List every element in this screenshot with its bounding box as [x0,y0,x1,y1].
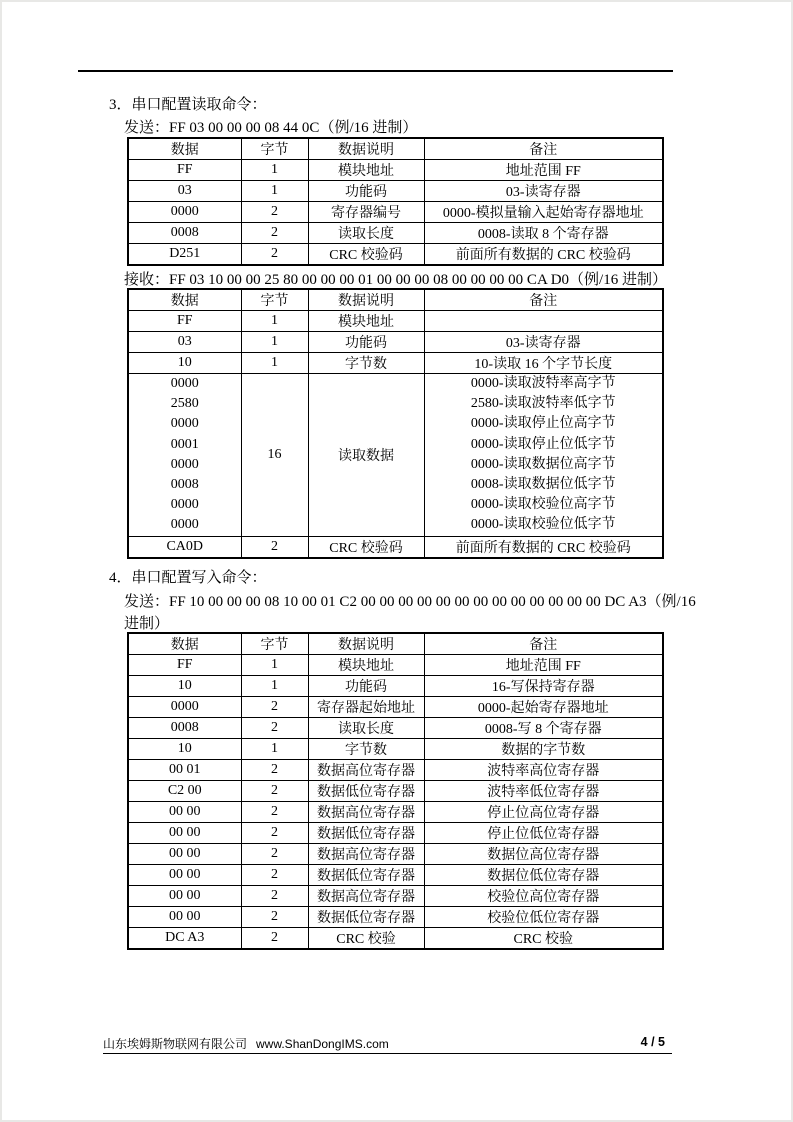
column-header: 数据说明 [308,289,424,311]
table-row [128,244,663,266]
data-value-line: 0001 [170,436,199,452]
table-cell: 2 [241,928,308,950]
table-row [128,907,663,928]
column-header: 数据 [128,289,241,311]
table-cell: 1 [241,676,308,697]
note-line: 0000-读取停止位高字节 [470,416,616,432]
table-cell: CRC 校验 [308,928,424,950]
table-cell: 读取长度 [308,223,424,244]
table-row [128,353,663,374]
table-row [128,223,663,244]
table-cell: 2 [241,781,308,802]
column-header: 字节 [241,289,308,311]
table-cell: 00 00 [128,865,241,886]
table-cell: 2 [241,865,308,886]
table-cell: FF [128,311,241,332]
column-header: 字节 [241,633,308,655]
table-cell: 1 [241,739,308,760]
table-cell: 模块地址 [308,311,424,332]
column-header: 备注 [424,633,663,655]
table-cell: 2 [241,244,308,266]
table-cell: 16-写保持寄存器 [424,676,663,697]
table-cell: 2 [241,760,308,781]
table-cell: 2 [241,536,308,558]
table-cell: 波特率低位寄存器 [424,781,663,802]
table-row [128,760,663,781]
table-cell: 地址范围 FF [424,655,663,676]
table-cell: 03-读寄存器 [424,181,663,202]
table-cell: FF [128,655,241,676]
table-cell: 2 [241,802,308,823]
footer-company-name: 山东埃姆斯物联网有限公司 [103,1037,248,1051]
byte-count-cell: 16 [241,374,308,537]
table-cell: 功能码 [308,332,424,353]
data-value-line: 0000 [170,456,199,472]
table-cell: 模块地址 [308,160,424,181]
table-cell: 模块地址 [308,655,424,676]
table-cell: 数据低位寄存器 [308,823,424,844]
table-cell: 2 [241,202,308,223]
footer [103,1035,389,1052]
section4-send-command-line-1: 发送：FF 10 00 00 00 08 10 00 01 C2 00 00 00 00 00 00 00 00 00 00 00 00 00 DC A3（例/16 [124,594,696,610]
table-cell: 0008-读取 8 个寄存器 [424,223,663,244]
section3-receive-command-line: 接收：FF 03 10 00 00 25 80 00 00 00 01 00 00 00 08 00 00 00 00 CA D0（例/16 进制） [124,272,667,288]
table-row [128,697,663,718]
note-line: 0000-读取数据位高字节 [470,456,616,472]
section4-heading: 4．串口配置写入命令： [109,570,267,586]
data-value-line: 0008 [170,477,199,493]
table-row [128,739,663,760]
table-cell [424,311,663,332]
table-cell: 0000-模拟量输入起始寄存器地址 [424,202,663,223]
table-cell: 2 [241,886,308,907]
table-row [128,202,663,223]
page-header-rule [78,70,673,72]
table-cell: 1 [241,332,308,353]
column-header: 数据 [128,138,241,160]
table-cell: 1 [241,353,308,374]
table-cell: 功能码 [308,181,424,202]
table-cell: D251 [128,244,241,266]
table-row [128,781,663,802]
table-cell: 字节数 [308,353,424,374]
table-cell: 2 [241,718,308,739]
data-value-line: 0000 [170,497,199,513]
table-row [128,865,663,886]
table-cell: 地址范围 FF [424,160,663,181]
table-cell: 00 00 [128,907,241,928]
table-cell: 数据高位寄存器 [308,760,424,781]
read-command-receive-table [127,288,664,559]
table-cell: 寄存器编号 [308,202,424,223]
table-row [128,823,663,844]
table-row [128,160,663,181]
table-row [128,655,663,676]
table-cell: 10 [128,739,241,760]
column-header: 备注 [424,289,663,311]
table-cell: 0008 [128,718,241,739]
table-cell: 数据高位寄存器 [308,802,424,823]
table-cell: 波特率高位寄存器 [424,760,663,781]
table-cell: 0008 [128,223,241,244]
table-row [128,374,663,537]
table-cell: 00 00 [128,802,241,823]
table-row [128,181,663,202]
table-cell: 数据高位寄存器 [308,844,424,865]
table-cell: 数据低位寄存器 [308,907,424,928]
table-row [128,332,663,353]
table-cell: 前面所有数据的 CRC 校验码 [424,244,663,266]
table-cell: 校验位高位寄存器 [424,886,663,907]
table-cell: 前面所有数据的 CRC 校验码 [424,536,663,558]
table-cell: DC A3 [128,928,241,950]
column-header: 数据 [128,633,241,655]
table-cell: 2 [241,907,308,928]
table-cell: 00 00 [128,844,241,865]
table-cell: CRC 校验码 [308,536,424,558]
section3-send-command-line: 发送：FF 03 00 00 00 08 44 0C（例/16 进制） [124,120,418,136]
column-header: 备注 [424,138,663,160]
note-line: 0000-读取校验位高字节 [470,497,616,513]
table-cell: 1 [241,311,308,332]
data-value-line: 0000 [170,517,199,533]
table-cell: CRC 校验 [424,928,663,950]
table-row [128,718,663,739]
section3-heading: 3．串口配置读取命令： [109,97,267,113]
table-header-row [128,633,663,655]
note-line: 0000-读取波特率高字节 [470,376,616,391]
column-header: 字节 [241,138,308,160]
table-cell: 03-读寄存器 [424,332,663,353]
page-footer-rule [103,1053,672,1054]
data-value-line: 0000 [170,376,199,391]
table-cell: 00 00 [128,886,241,907]
table-cell: 03 [128,332,241,353]
table-cell: 校验位低位寄存器 [424,907,663,928]
table-cell: 0000 [128,202,241,223]
table-cell: 数据的字节数 [424,739,663,760]
table-row [128,928,663,950]
table-cell: 0000 [128,697,241,718]
table-header-row [128,289,663,311]
footer-website-url: www.ShanDongIMS.com [256,1037,389,1051]
data-value-line: 2580 [170,396,199,412]
table-cell: 10-读取 16 个字节长度 [424,353,663,374]
table-cell: FF [128,160,241,181]
table-cell: 10 [128,676,241,697]
write-command-send-table [127,632,664,950]
table-cell: 数据位低位寄存器 [424,865,663,886]
table-cell: C2 00 [128,781,241,802]
table-cell: 03 [128,181,241,202]
table-cell: 1 [241,655,308,676]
table-cell: 2 [241,223,308,244]
table-row [128,536,663,558]
table-cell: 寄存器起始地址 [308,697,424,718]
table-cell: 0000-起始寄存器地址 [424,697,663,718]
table-cell: 数据高位寄存器 [308,886,424,907]
data-values-cell [128,374,241,537]
footer-page-number: 4 / 5 [640,1035,665,1049]
table-cell: 00 01 [128,760,241,781]
table-cell: 停止位低位寄存器 [424,823,663,844]
table-cell: 1 [241,160,308,181]
table-cell: 读取长度 [308,718,424,739]
table-cell: 00 00 [128,823,241,844]
table-cell: CA0D [128,536,241,558]
note-line: 2580-读取波特率低字节 [470,396,616,412]
table-cell: 字节数 [308,739,424,760]
table-row [128,802,663,823]
data-value-line: 0000 [170,416,199,432]
section4-send-command-line-2: 进制） [124,616,170,632]
note-line: 0000-读取停止位低字节 [470,436,616,452]
read-command-send-table [127,137,664,266]
table-cell: 2 [241,697,308,718]
table-row [128,311,663,332]
table-cell: 数据位高位寄存器 [424,844,663,865]
column-header: 数据说明 [308,138,424,160]
note-line: 0008-读取数据位低字节 [470,477,616,493]
table-row [128,844,663,865]
table-cell: 功能码 [308,676,424,697]
notes-cell [424,374,663,537]
table-header-row [128,138,663,160]
table-cell: 停止位高位寄存器 [424,802,663,823]
table-row [128,676,663,697]
table-row [128,886,663,907]
table-cell: CRC 校验码 [308,244,424,266]
table-cell: 2 [241,823,308,844]
table-cell: 1 [241,181,308,202]
column-header: 数据说明 [308,633,424,655]
description-cell: 读取数据 [308,374,424,537]
table-cell: 0008-写 8 个寄存器 [424,718,663,739]
table-cell: 数据低位寄存器 [308,865,424,886]
note-line: 0000-读取校验位低字节 [470,517,616,533]
table-cell: 10 [128,353,241,374]
table-cell: 2 [241,844,308,865]
table-cell: 数据低位寄存器 [308,781,424,802]
